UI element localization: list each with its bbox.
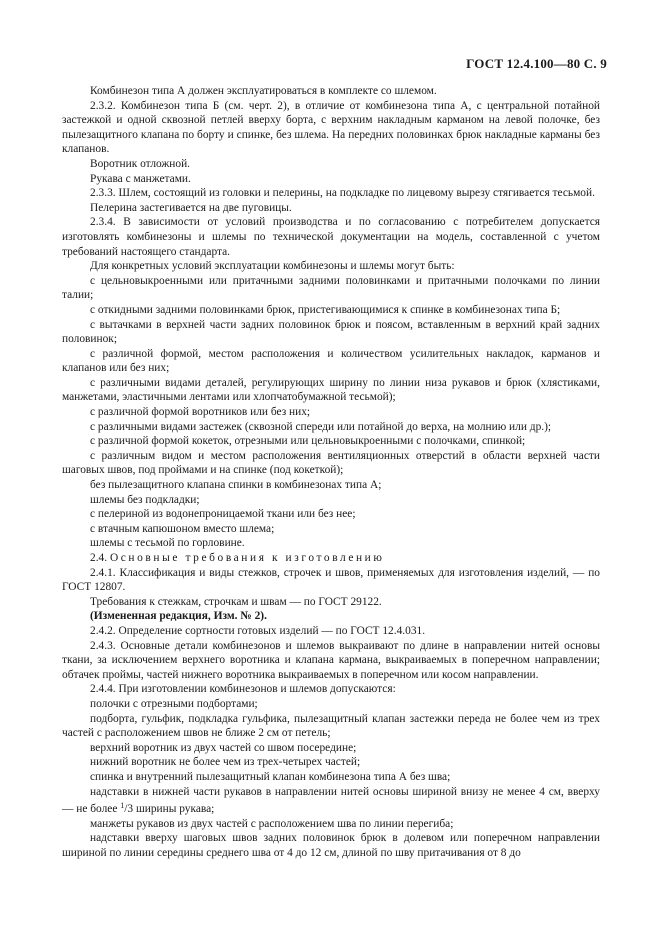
paragraph: полочки с отрезными подбортами; [90,697,258,710]
paragraph: шлемы без подкладки; [90,493,200,506]
paragraph: Требования к стежкам, строчкам и швам — по ГОСТ 29122. [90,595,382,608]
document-body [62,84,600,860]
paragraph: Рукава с манжетами. [90,172,191,185]
page-header: ГОСТ 12.4.100—80 С. 9 [466,56,607,71]
paragraph-sleeve [62,785,600,817]
paragraph: Для конкретных условий эксплуатации комбинезоны и шлемы могут быть: [90,260,455,273]
paragraph: нижний воротник не более чем из трех-четырех частей; [90,756,361,769]
paragraph: 2.3.2. Комбинезон типа Б (см. черт. 2), в отличие от комбинезона типа А, с центральной потайной застежкой и одной сквозной петлей вверху борта, с верхним накладным карманом на левой полочке, без пылезащитного клапана по борту и спинке, без шлема. На передних половинках брюк накладные карманы без клапанов. [62,99,600,156]
section-title: Основные требования к изготовлению [109,552,385,564]
paragraph: шлемы с тесьмой по горловине. [90,537,245,550]
paragraph: 2.3.4. В зависимости от условий производства и по согласованию с потребителем допускается изготовлять комбинезоны и шлемы по технической документации на модель, составленной с учетом требований настоящего стандарта. [62,216,600,258]
paragraph: подборта, гульфик, подкладка гульфика, пылезащитный клапан застежки переда не более чем из трех частей с расположением швов не ближе 2 см от петель; [62,712,600,740]
section-heading [62,551,600,566]
paragraph: с вытачками в верхней части задних половинок брюк и поясом, вставленным в верхний край задних половинок; [62,318,600,346]
fraction: $^1$/3 [120,801,134,816]
paragraph: с различным видом и местом расположения вентиляционных отверстий в области верхней части шаговых швов, под проймами и на спинке (под кокеткой); [62,449,600,477]
fraction-denominator: 3 [127,803,134,816]
section-number: 2.4. [90,552,108,564]
paragraph: Пелерина застегивается на две пуговицы. [90,201,292,214]
sleeve-text-b: ширины рукава; [135,803,215,816]
paragraph: с различной формой воротников или без них; [90,406,311,419]
paragraph: 2.4.2. Определение сортности готовых изделий — по ГОСТ 12.4.031. [90,624,426,637]
paragraph: 2.4.4. При изготовлении комбинезонов и шлемов допускаются: [90,683,396,696]
paragraph: с различными видами застежек (сквозной спереди или потайной до верха, на молнию или др.); [90,420,552,433]
paragraph: без пылезащитного клапана спинки в комбинезонах типа А; [90,479,382,492]
paragraph: с пелериной из водонепроницаемой ткани или без нее; [90,508,356,521]
paragraph: спинка и внутренний пылезащитный клапан комбинезона типа А без шва; [90,770,451,783]
paragraph: с различными видами деталей, регулирующих ширину по линии низа рукавов и брюк (хлястиками, манжетами, эластичными лентами или хлопчатобумажной тесьмой); [62,376,600,404]
edition-note: (Измененная редакция, Изм. № 2). [90,610,267,623]
paragraph: манжеты рукавов из двух частей с расположением шва по линии перегиба; [90,817,454,830]
paragraph: 2.3.3. Шлем, состоящий из головки и пелерины, на подкладке по лицевому вырезу стягивается тесьмой. [90,187,595,200]
paragraph: с втачным капюшоном вместо шлема; [90,522,275,535]
paragraph: с различной формой кокеток, отрезными или цельновыкроенными с полочками, спинкой; [90,435,526,448]
paragraph: с откидными задними половинками брюк, пристегивающимися к спинке в комбинезонах типа Б; [90,303,561,316]
paragraph: надставки вверху шаговых швов задних половинок брюк в долевом или поперечном направлении шириной по линии середины среднего шва от 4 до 12 см, длиной по шву притачивания от 8 до [62,832,600,859]
paragraph: 2.4.1. Классификация и виды стежков, строчек и швов, применяемых для изготовления изделий, — по ГОСТ 12807. [62,566,600,594]
paragraph: верхний воротник из двух частей со швом посередине; [90,741,357,754]
sleeve-text-a: надставки в нижней части рукавов в направлении нитей основы шириной внизу не менее 4 см, вверху — не более [62,785,600,816]
paragraph: Комбинезон типа А должен эксплуатироваться в комплекте со шлемом. [90,85,437,97]
paragraph: с цельновыкроенными или притачными задними половинками и притачными полочками по линии талии; [62,274,600,302]
paragraph: Воротник отложной. [90,157,191,170]
paragraph: с различной формой, местом расположения и количеством усилительных накладок, карманов и клапанов или без них; [62,347,600,375]
fraction-numerator: 1 [120,801,125,811]
paragraph: 2.4.3. Основные детали комбинезонов и шлемов выкраивают по длине в направлении нитей основы ткани, за исключением верхнего воротника и клапана кармана, выкраиваемых в поперечном направлении; обтачек проймы, частей нижнего воротника выкраиваемых в поперечном или косом направлении. [62,639,600,681]
